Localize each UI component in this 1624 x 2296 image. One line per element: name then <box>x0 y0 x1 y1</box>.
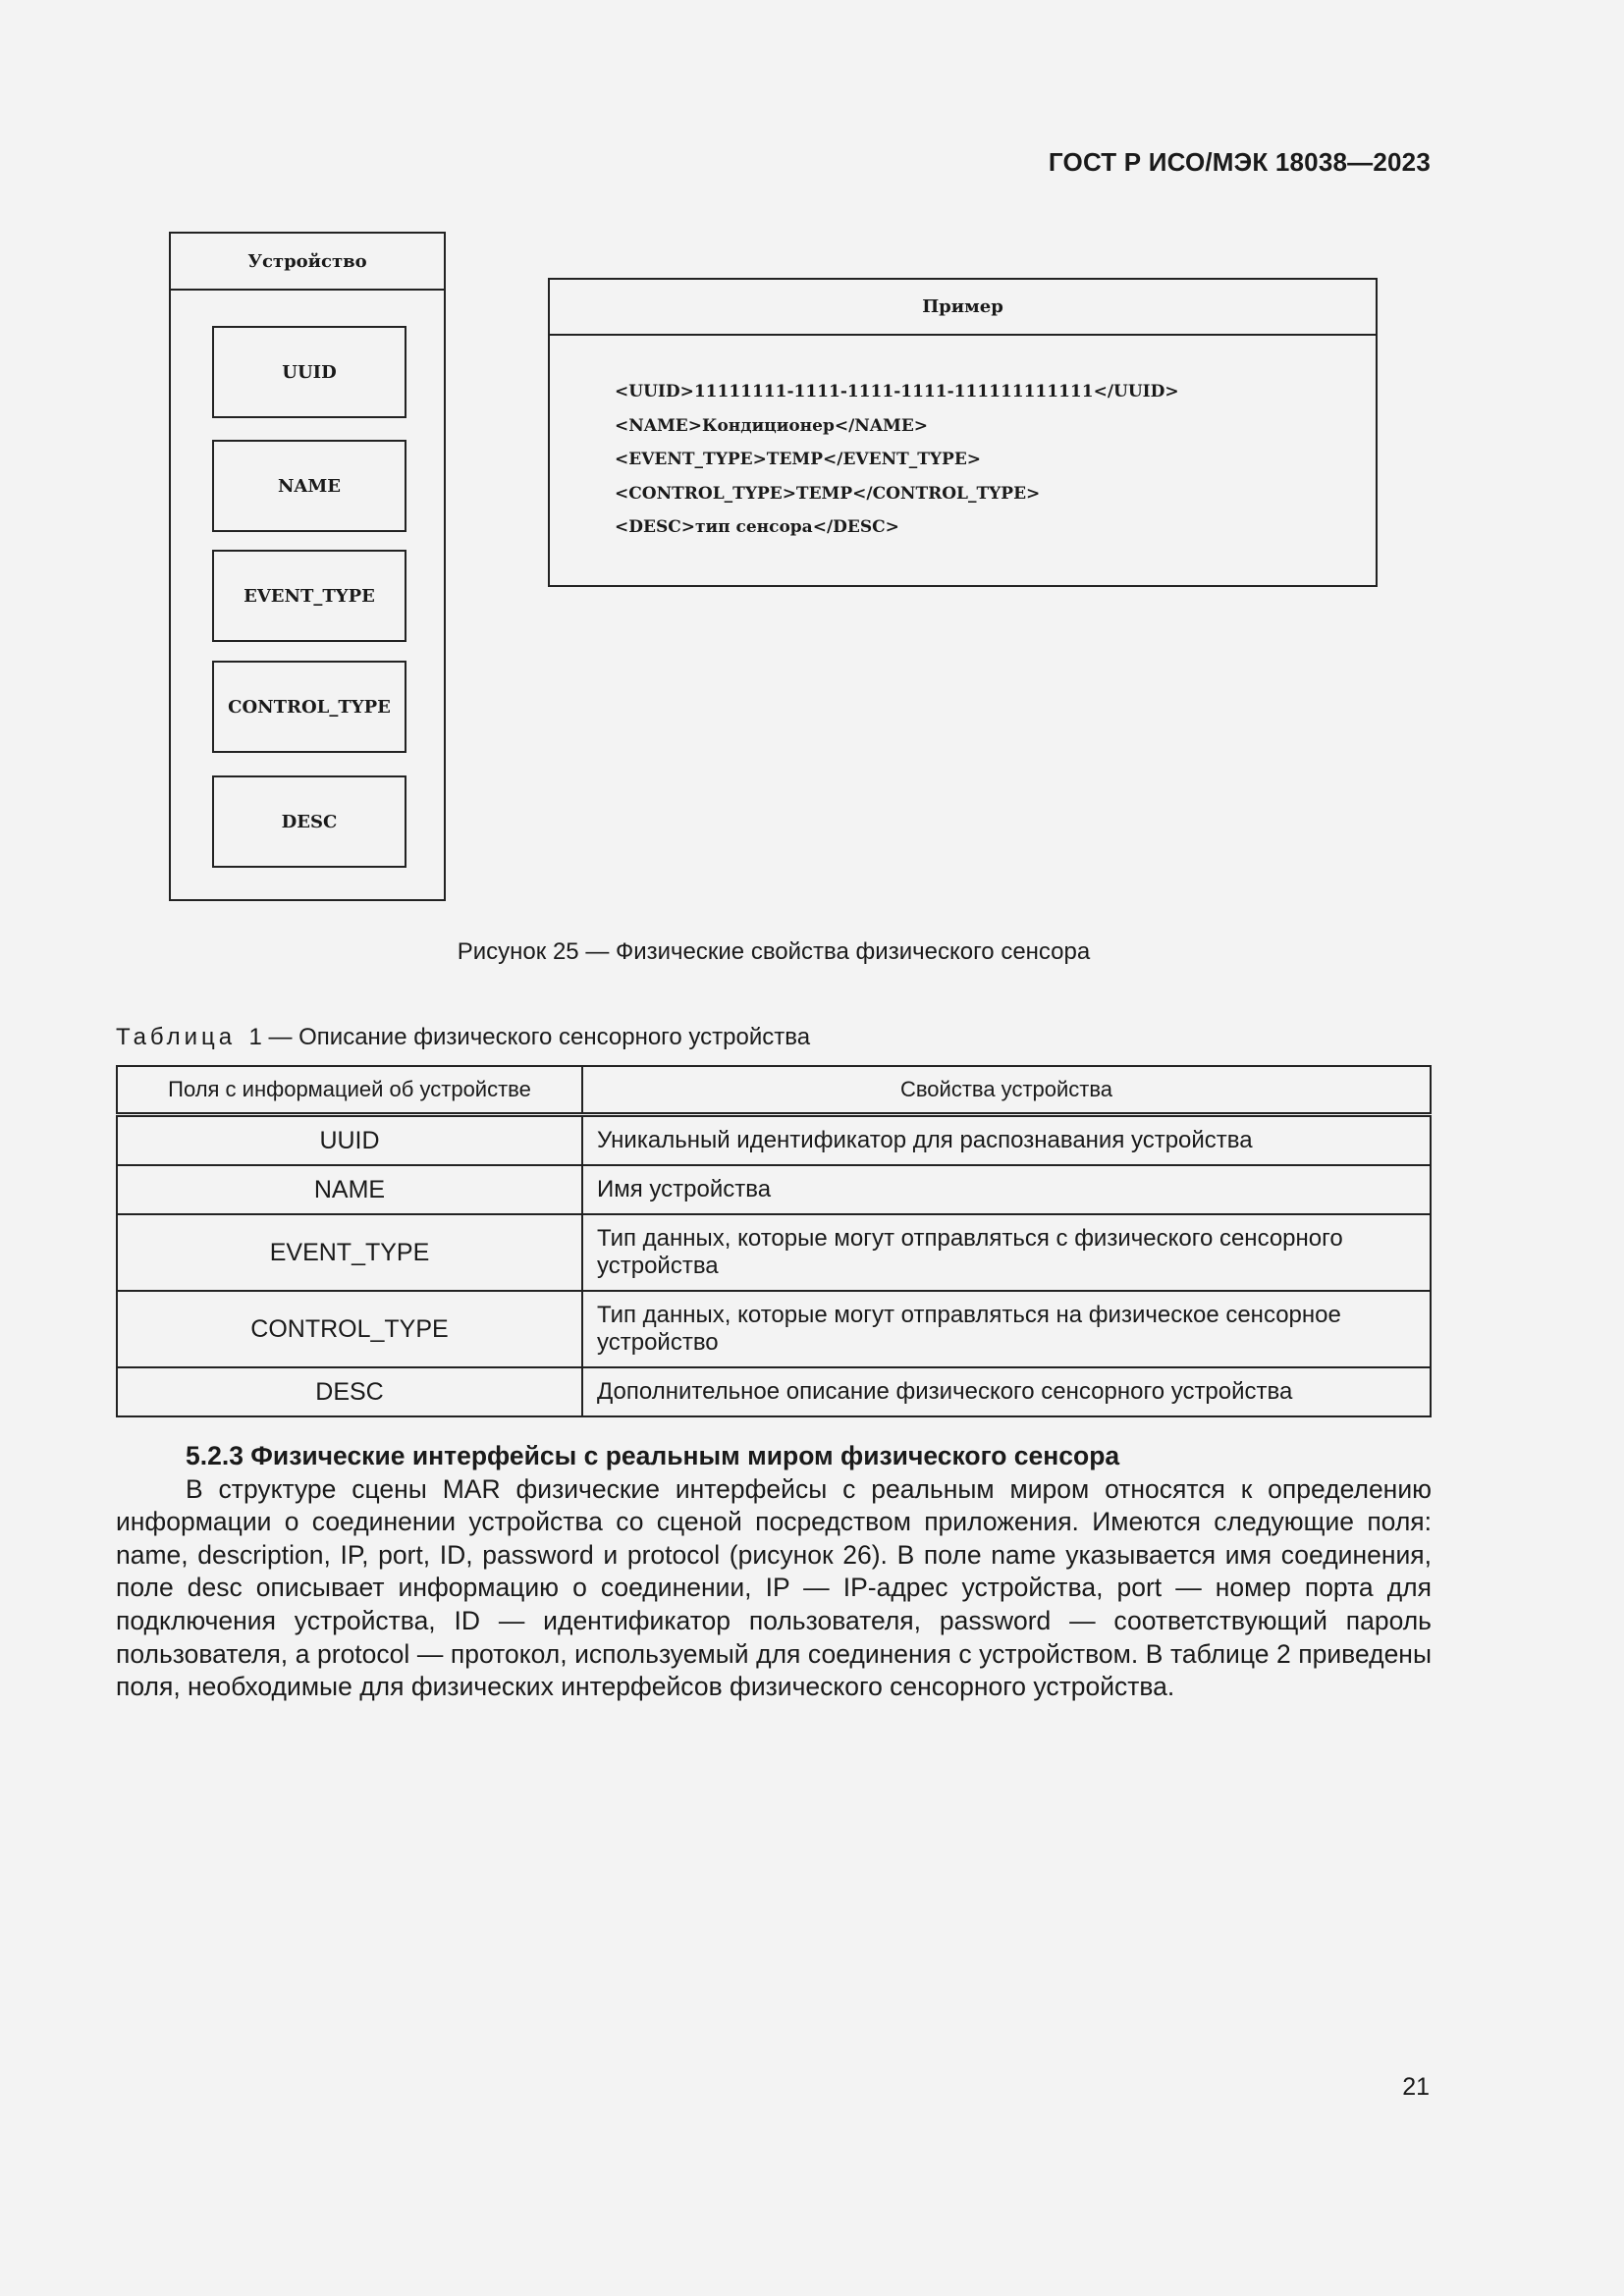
column-header-fields: Поля с информацией об устройстве <box>117 1066 582 1115</box>
cell-description: Уникальный идентификатор для распознавания устройства <box>582 1115 1431 1166</box>
cell-field: DESC <box>117 1367 582 1416</box>
table-label: Таблица <box>116 1024 237 1050</box>
section-heading: 5.2.3 Физические интерфейсы с реальным миром физического сенсора <box>186 1441 1120 1470</box>
table-row <box>117 1165 1431 1214</box>
field-box-uuid: UUID <box>212 326 406 418</box>
page-number: 21 <box>1402 2073 1430 2101</box>
device-description-table <box>116 1065 1432 1417</box>
cell-description: Тип данных, которые могут отправляться с физического сенсорного устройства <box>582 1214 1431 1291</box>
cell-field: CONTROL_TYPE <box>117 1291 582 1367</box>
document-header: ГОСТ Р ИСО/МЭК 18038—2023 <box>1048 147 1431 177</box>
cell-field: NAME <box>117 1165 582 1214</box>
example-line: <CONTROL_TYPE>TEMP</CONTROL_TYPE> <box>615 483 1041 504</box>
field-box-event-type: EVENT_TYPE <box>212 550 406 642</box>
section-paragraph: В структуре сцены MAR физические интерфейсы с реальным миром относятся к определению информации о соединении устройства со сценой посредством приложения. Имеются следующие поля: name, description, IP, port, ID, password и protocol (рисунок 26). В поле name указывается имя соединения, поле desc описывает информацию о соединении, IP — IP-адрес устройства, port — номер порта для подключения устройства, ID — идентификатор пользователя, password — соответствующий пароль пользователя, а protocol — протокол, используемый для соединения с устройством. В таблице 2 приведены поля, необходимые для физических интерфейсов физического сенсорного устройства. <box>116 1473 1432 1702</box>
cell-description: Дополнительное описание физического сенсорного устройства <box>582 1367 1431 1416</box>
table-title-text: 1 — Описание физического сенсорного устройства <box>248 1024 811 1050</box>
cell-field: EVENT_TYPE <box>117 1214 582 1291</box>
field-box-desc: DESC <box>212 775 406 868</box>
example-line: <EVENT_TYPE>TEMP</EVENT_TYPE> <box>615 450 982 469</box>
field-box-name: NAME <box>212 440 406 532</box>
table-row <box>117 1115 1431 1166</box>
device-title: Устройство <box>171 234 444 291</box>
table-row <box>117 1291 1431 1367</box>
figure-caption: Рисунок 25 — Физические свойства физического сенсора <box>457 938 1091 965</box>
cell-description: Имя устройства <box>582 1165 1431 1214</box>
table-row <box>117 1367 1431 1416</box>
example-line: <UUID>11111111-1111-1111-1111-111111111111</UUID> <box>615 382 1179 401</box>
cell-field: UUID <box>117 1115 582 1166</box>
table-header-row <box>117 1066 1431 1115</box>
example-box <box>548 278 1378 587</box>
example-line: <DESC>тип сенсора</DESC> <box>615 517 899 537</box>
cell-description: Тип данных, которые могут отправляться на физическое сенсорное устройство <box>582 1291 1431 1367</box>
section-5-2-3 <box>116 1440 1432 1704</box>
example-code <box>550 336 1376 545</box>
table-title <box>116 1024 810 1051</box>
example-line: <NAME>Кондиционер</NAME> <box>615 415 929 436</box>
field-box-control-type: CONTROL_TYPE <box>212 661 406 753</box>
example-title: Пример <box>550 280 1376 336</box>
table-row <box>117 1214 1431 1291</box>
device-diagram-box <box>169 232 446 901</box>
column-header-properties: Свойства устройства <box>582 1066 1431 1115</box>
